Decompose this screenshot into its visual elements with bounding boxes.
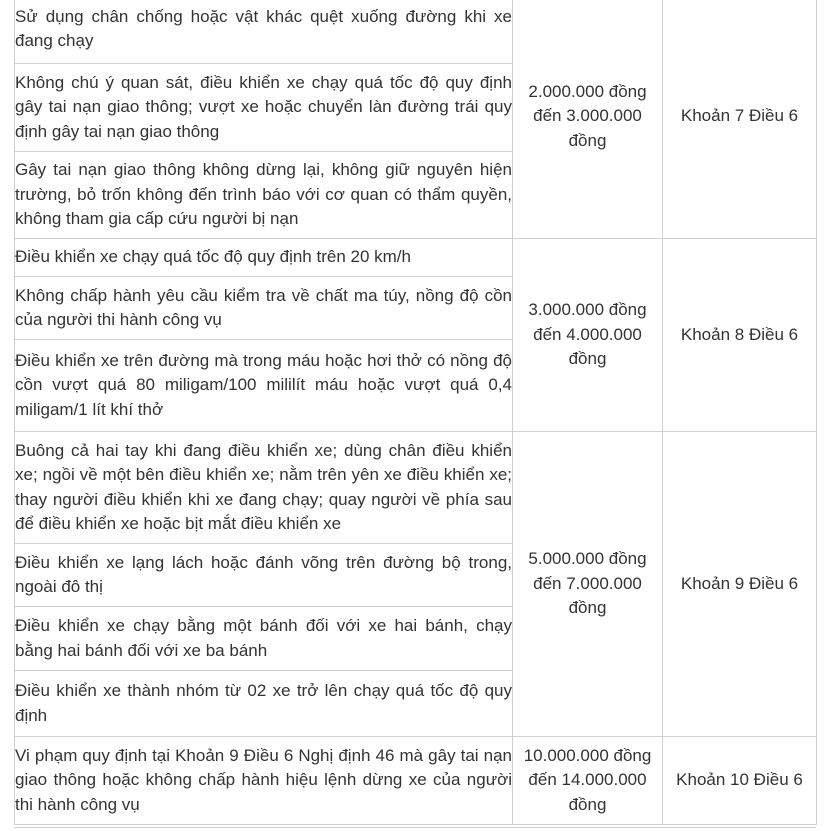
- legal-reference-cell: [663, 239, 817, 432]
- fine-line: 2.000.000 đồng: [528, 81, 647, 101]
- table-row: [15, 239, 817, 277]
- violation-cell: [15, 64, 513, 152]
- fine-line: đồng: [568, 349, 607, 369]
- fine-line: đến 4.000.000: [533, 324, 642, 344]
- legal-reference: Khoản 8 Điều 6: [680, 324, 799, 344]
- violation-cell: [15, 737, 513, 825]
- violation-cell: [15, 607, 513, 671]
- violation-text: Điều khiển xe trên đường mà trong máu hoặc hơi thở có nồng độ cồn vượt quá 80 miligam/100 mililít máu hoặc vượt quá 0,4 miligam/1 lít khí thở: [15, 350, 512, 419]
- fine-line: đồng: [568, 794, 607, 814]
- fine-line: đồng: [568, 130, 607, 150]
- legal-reference: Khoản 7 Điều 6: [680, 106, 799, 126]
- legal-reference-cell: [663, 432, 817, 737]
- fine-cell: [513, 0, 663, 239]
- fines-table: [14, 0, 817, 825]
- violation-text: Điều khiển xe thành nhóm từ 02 xe trở lên chạy quá tốc độ quy định: [15, 681, 512, 725]
- violation-cell: [15, 239, 513, 277]
- violation-text: Điều khiển xe chạy quá tốc độ quy định trên 20 km/h: [15, 247, 411, 267]
- violation-cell: [15, 432, 513, 544]
- violation-cell: [15, 152, 513, 239]
- fine-line: 5.000.000 đồng: [528, 549, 647, 569]
- fine-cell: [513, 239, 663, 432]
- legal-reference: Khoản 10 Điều 6: [676, 770, 803, 790]
- table-row: [15, 0, 817, 64]
- violation-cell: [15, 544, 513, 607]
- violation-cell: [15, 0, 513, 64]
- legal-reference: Khoản 9 Điều 6: [680, 573, 799, 593]
- next-row-edge: [14, 827, 816, 831]
- fine-line: đồng: [568, 598, 607, 618]
- violation-text: Buông cả hai tay khi đang điều khiển xe; dùng chân điều khiển xe; ngồi về một bên điều khiển xe; nằm trên yên xe điều khiển xe; thay người điều khiển khi xe đang chạy; quay người về phía sau để điều khiển xe hoặc bịt mắt điều khiển xe: [15, 440, 512, 533]
- fine-line: đến 14.000.000: [528, 770, 647, 790]
- violation-cell: [15, 277, 513, 340]
- violation-text: Gây tai nạn giao thông không dừng lại, không giữ nguyên hiện trường, bỏ trốn không đến trình báo với cơ quan có thẩm quyền, không tham gia cấp cứu người bị nạn: [15, 160, 512, 229]
- violation-cell: [15, 340, 513, 432]
- legal-reference-cell: [663, 0, 817, 239]
- fine-cell: [513, 737, 663, 825]
- violation-text: Không chấp hành yêu cầu kiểm tra về chất ma túy, nồng độ cồn của người thi hành công vụ: [15, 285, 512, 329]
- fine-line: 3.000.000 đồng: [528, 300, 647, 320]
- violation-text: Điều khiển xe lạng lách hoặc đánh võng trên đường bộ trong, ngoài đô thị: [15, 552, 512, 596]
- violation-text: Không chú ý quan sát, điều khiển xe chạy quá tốc độ quy định gây tai nạn giao thông; vượt xe hoặc chuyển làn đường trái quy định gây tai nạn giao thông: [15, 72, 512, 141]
- fine-line: 10.000.000 đồng: [523, 745, 652, 765]
- violation-cell: [15, 671, 513, 737]
- violation-text: Điều khiển xe chạy bằng một bánh đối với xe hai bánh, chạy bằng hai bánh đối với xe ba bánh: [15, 616, 512, 660]
- violation-text: Vi phạm quy định tại Khoản 9 Điều 6 Nghị định 46 mà gây tai nạn giao thông hoặc không chấp hành hiệu lệnh dừng xe của người thi hành công vụ: [15, 745, 512, 814]
- violation-text: Sử dụng chân chống hoặc vật khác quệt xuống đường khi xe đang chạy: [15, 6, 512, 50]
- table-row: [15, 432, 817, 544]
- fine-line: đến 7.000.000: [533, 573, 642, 593]
- fine-cell: [513, 432, 663, 737]
- table-row: [15, 737, 817, 825]
- fine-line: đến 3.000.000: [533, 106, 642, 126]
- legal-reference-cell: [663, 737, 817, 825]
